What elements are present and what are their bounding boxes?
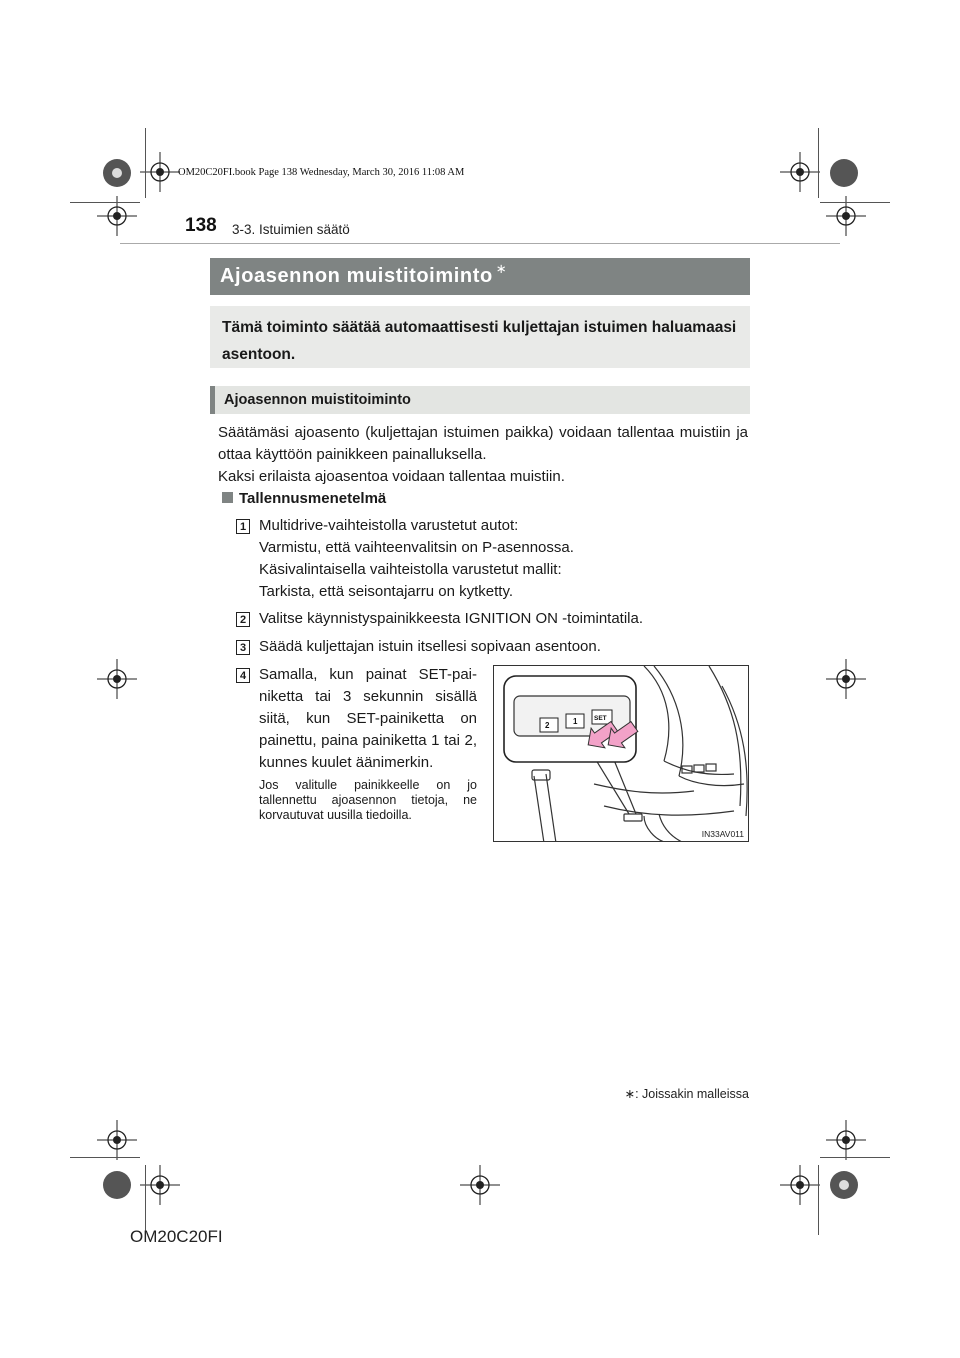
step-number: 1 [236,519,250,534]
crop-line [70,1157,140,1158]
step-number: 2 [236,612,250,627]
memory-button-1: 1 [573,717,578,726]
registration-mark-icon [140,1165,180,1205]
step-text [259,515,749,603]
square-bullet-icon [222,492,233,503]
registration-mark-icon [826,659,866,699]
step-text: Valitse käynnistyspainikkeesta IGNITION ON -toimintatila. [259,610,644,627]
door-panel-drawing [494,666,749,842]
asterisk-marker: ∗ [495,260,508,276]
intro-box: Tämä toiminto säätää automaattisesti kuljettajan istuimen haluamaasi asentoon. [210,306,750,368]
page-title-text: Ajoasennon muistitoiminto [220,265,493,287]
step-text: Samalla, kun painat SET-painiketta tai 3 sekunnin sisällä siitä, kun SET-painiketta on painettu, paina painiketta 1 tai 2, kunnes kuulet äänimerkin. [259,666,477,771]
body-paragraph: Kaksi erilaista ajoasentoa voidaan tallentaa muistiin. [218,468,565,485]
body-paragraph: Säätämäsi ajoasento (kuljettajan istuimen paikka) voidaan tallentaa muistiin ja ottaa käyttöön painikkeen painalluksella. [218,424,748,463]
registration-mark-icon [97,659,137,699]
page-title [210,258,750,295]
document-code: OM20C20FI [130,1227,223,1246]
step-line: Multidrive-vaihteistolla varustetut autot: [259,517,519,534]
seat-memory-illustration [493,665,749,842]
subheading: Ajoasennon muistitoiminto [210,386,750,414]
memory-button-2: 2 [545,721,550,730]
registration-mark-icon [826,1120,866,1160]
figure-label: IN33AV011 [701,829,744,839]
registration-mark-icon [460,1165,500,1205]
starburst-mark-icon [829,1170,859,1200]
body-text [218,422,748,488]
step-number: 3 [236,640,250,655]
step-number: 4 [236,668,250,683]
crop-line [818,128,819,198]
starburst-mark-icon [102,1170,132,1200]
bullet-title-text: Tallennusmenetelmä [239,490,387,507]
crop-line [818,1165,819,1235]
footnote-marker: ∗ [624,1087,636,1101]
step-note: Jos valitulle painikkeelle on jo tallennettu ajoasennon tietoja, ne korvautuvat uusilla tiedoilla. [259,778,477,822]
crop-line [145,1165,146,1235]
crop-line [820,202,890,203]
memory-button-set: SET [594,715,607,722]
file-info: OM20C20FI.book Page 138 Wednesday, March 30, 2016 11:08 AM [178,167,465,178]
registration-mark-icon [780,152,820,192]
registration-mark-icon [780,1165,820,1205]
section-reference: 3-3. Istuimien säätö [232,222,350,237]
step-text: Säädä kuljettajan istuin itsellesi sopivaan asentoon. [259,638,601,655]
crop-line [70,202,140,203]
registration-mark-icon [140,152,180,192]
page-number: 138 [185,215,217,236]
step-line: Tarkista, että seisontajarru on kytketty. [259,583,513,600]
step-line: Käsivalintaisella vaihteistolla varustetut mallit: [259,561,562,578]
starburst-mark-icon [102,158,132,188]
crop-line [145,128,146,198]
starburst-mark-icon [829,158,859,188]
footnote-text: : Joissakin malleissa [635,1087,749,1101]
footnote [625,1086,749,1101]
crop-line [820,1157,890,1158]
step-line: Varmistu, että vaihteenvalitsin on P-asennossa. [259,539,574,556]
registration-mark-icon [97,1120,137,1160]
crop-line [120,243,840,244]
bullet-title [222,490,386,507]
